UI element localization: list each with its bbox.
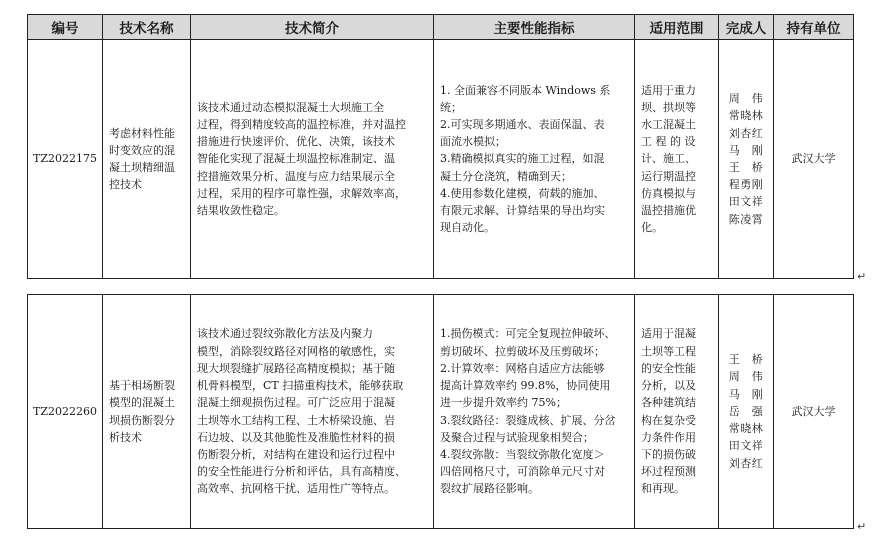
cell-performance: 1.损伤模式：可完全复现拉伸破坏、 剪切破坏、拉剪破坏及压剪破坏； 2.计算效率：网格自适应方法能够 提高计算效率约 99.8%，协同使用 进一步提升效率约 75%； 3.裂纹路径：裂缝成核、扩展、分岔 及聚合过程与试验现象相契合； 4.裂纹弥散：当裂纹弥散化宽度＞ 四倍网格尺寸，可消除单元尺寸对 裂纹扩展路径影响。 (434, 295, 635, 529)
table-row (27, 39, 854, 279)
cell-scope: 适用于重力 坝、拱坝等 水工混凝土 工 程 的 设 计、施工、 运行期温控 仿真模拟与 温控措施优 化。 (635, 40, 719, 279)
cell-unit: 武汉大学 (774, 295, 854, 529)
table-row (27, 294, 854, 529)
table-header (27, 14, 854, 40)
cell-name: 基于相场断裂 模型的混凝土 坝损伤断裂分 析技术 (103, 295, 191, 529)
cell-people: 王 桥 周 伟 马 刚 岳 强 常晓林 田文祥 刘杏红 (719, 295, 774, 529)
header-id: 编号 (28, 15, 103, 40)
header-intro: 技术简介 (191, 15, 434, 40)
cell-name: 考虑材料性能 时变效应的混 凝土坝精细温 控技术 (103, 40, 191, 279)
cell-unit: 武汉大学 (774, 40, 854, 279)
cell-id: TZ2022175 (28, 40, 103, 279)
header-performance: 主要性能指标 (434, 15, 635, 40)
header-people: 完成人 (719, 15, 774, 40)
cell-people: 周 伟 常晓林 刘杏红 马 刚 王 桥 程勇刚 田文祥 陈凌霄 (719, 40, 774, 279)
paragraph-return-mark: ↵ (857, 520, 867, 533)
header-unit: 持有单位 (774, 15, 854, 40)
cell-scope: 适用于混凝 土坝等工程 的安全性能 分析，以及 各种建筑结 构在复杂受 力条件作用 下的损伤破 坏过程预测 和再现。 (635, 295, 719, 529)
cell-performance: 1. 全面兼容不同版本 Windows 系 统； 2.可实现多期通水、表面保温、表 面流水模拟； 3.精确模拟真实的施工过程，如混 凝土分仓浇筑，精确到天； 4.使用参数化建模，荷载的施加、 有限元求解、计算结果的导出均实 现自动化。 (434, 40, 635, 279)
header-name: 技术名称 (103, 15, 191, 40)
cell-intro: 该技术通过裂纹弥散化方法及内聚力 模型，消除裂纹路径对网格的敏感性，实 现大坝裂缝扩展路径高精度模拟；基于随 机骨料模型，CT 扫描重构技术，能够获取 混凝土细观损伤过程。可广泛应用于混凝 土坝等水工结构工程、土木桥梁设施、岩 石边坡、以及其他脆性及准脆性材料的损 伤断裂分析，对结构在建设和运行过程中 的安全性能进行分析和评估，具有高精度、 高效率、抗网格干扰、适用性广等特点。 (191, 295, 434, 529)
header-scope: 适用范围 (635, 15, 719, 40)
cell-id: TZ2022260 (28, 295, 103, 529)
cell-intro: 该技术通过动态模拟混凝土大坝施工全 过程，得到精度较高的温控标准，并对温控 措施进行快速评价、优化、决策，该技术 智能化实现了混凝土坝温控标准制定、温 控措施效果分析、温度与应力结果展示全 过程，采用的程序可靠性强，求解效率高， 结果收敛性稳定。 (191, 40, 434, 279)
paragraph-return-mark: ↵ (857, 270, 867, 283)
